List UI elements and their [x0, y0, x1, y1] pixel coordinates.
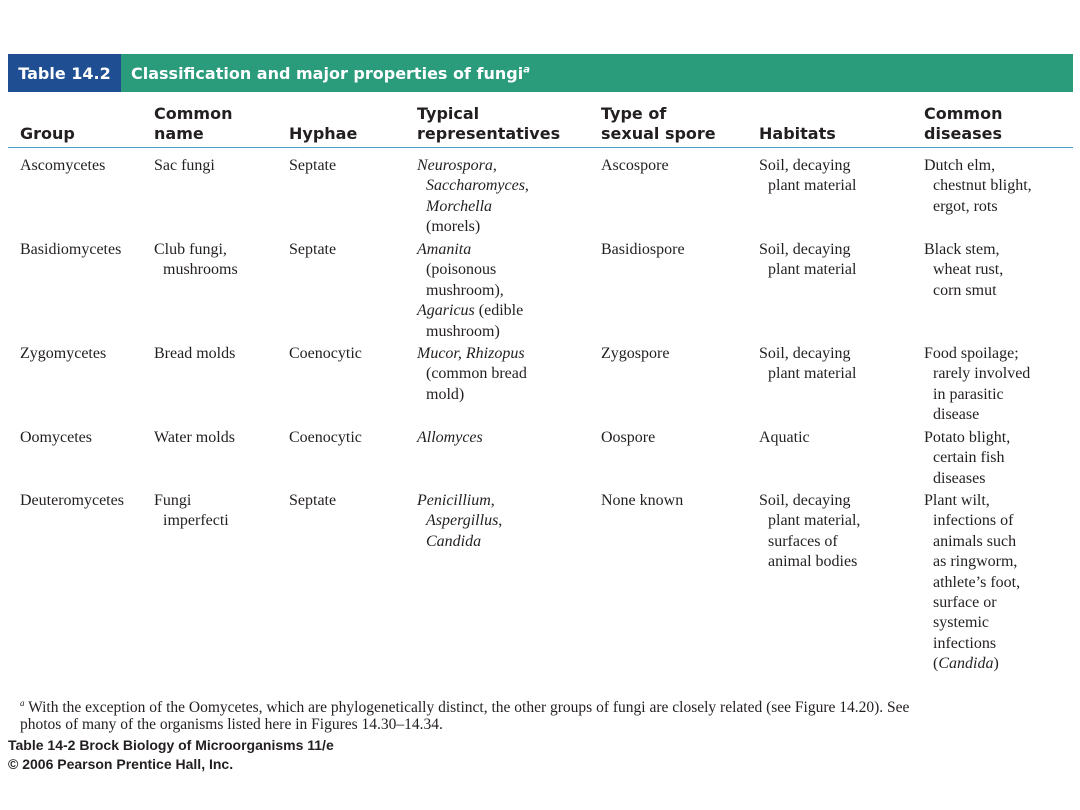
cell-line: infections: [933, 634, 997, 652]
cell-line: Septate: [289, 241, 337, 258]
cell-line: Bread molds: [154, 345, 236, 362]
cell-line: Coenocytic: [289, 345, 362, 362]
cell-line: Sac fungi: [154, 157, 215, 174]
table-cell: [759, 491, 919, 573]
table-cell: [601, 156, 751, 176]
cell-line: Club fungi,: [154, 241, 227, 258]
italic-taxon-name: Mucor, Rhizopus: [417, 345, 525, 362]
cell-line: Basidiospore: [601, 241, 685, 258]
table-cell: [154, 156, 284, 176]
italic-taxon-name: Candida: [426, 532, 482, 550]
cell-line: diseases: [933, 469, 986, 487]
cell-line: infections of: [933, 512, 1014, 530]
cell-line: Dutch elm,: [924, 157, 996, 174]
italic-taxon-name: Agaricus: [417, 302, 475, 320]
column-header-line: representatives: [417, 124, 561, 143]
cell-line: systemic: [933, 614, 989, 632]
cell-line: [417, 532, 597, 552]
cell-line: [417, 491, 597, 511]
cell-line: Soil, decaying: [759, 492, 851, 509]
column-header: [289, 100, 414, 144]
cell-line: plant material: [768, 365, 857, 383]
column-header: [417, 100, 597, 144]
table-cell: [289, 156, 414, 176]
cell-line: Oospore: [601, 429, 656, 446]
table-cell: [601, 491, 751, 511]
cell-line: Soil, decaying: [759, 345, 851, 362]
table-cell: [154, 344, 284, 364]
cell-line: [417, 240, 597, 260]
table-cell: [20, 156, 150, 176]
cell-line: Soil, decaying: [759, 157, 851, 174]
footnote-line-2: photos of many of the organisms listed here in Figures 14.30–14.34.: [20, 716, 443, 734]
cell-line: Coenocytic: [289, 429, 362, 446]
cell-text: ,: [498, 512, 503, 530]
table-cell: [759, 156, 919, 197]
table-cell: [924, 156, 1064, 217]
table-title-footnote-marker: a: [523, 64, 530, 76]
italic-taxon-name: Neurospora: [417, 157, 493, 174]
cell-line: [417, 301, 597, 321]
table-cell: [924, 491, 1064, 675]
table-title-banner: [8, 54, 1073, 92]
table-cell: [417, 344, 597, 405]
column-header: [924, 100, 1064, 144]
column-header-line: sexual spore: [601, 124, 716, 143]
table-cell: [924, 344, 1064, 426]
cell-line: Food spoilage;: [924, 345, 1019, 362]
cell-text: ): [993, 655, 999, 673]
cell-line: (poisonous: [426, 261, 497, 279]
cell-line: in parasitic: [933, 385, 1004, 403]
table-cell: [417, 156, 597, 238]
cell-line: wheat rust,: [933, 261, 1004, 279]
credit-line-1: Table 14-2 Brock Biology of Microorganisms 11/e: [8, 737, 334, 753]
italic-taxon-name: Saccharomyces: [426, 177, 525, 195]
italic-taxon-name: Candida: [938, 655, 994, 673]
cell-line: [417, 197, 597, 217]
cell-line: mushroom),: [426, 281, 504, 299]
italic-taxon-name: Aspergillus: [426, 512, 499, 530]
table-cell: [20, 491, 150, 511]
cell-line: mushrooms: [163, 261, 238, 279]
cell-text: ,: [492, 157, 497, 174]
cell-line: mold): [426, 385, 465, 403]
italic-taxon-name: Amanita: [417, 241, 472, 258]
table-cell: [289, 344, 414, 364]
column-header-line: Common: [154, 104, 233, 123]
cell-line: athlete’s foot,: [933, 573, 1021, 591]
cell-line: plant material: [768, 177, 857, 195]
column-header-line: Habitats: [759, 124, 836, 143]
cell-text: (edible: [474, 302, 524, 320]
cell-line: Soil, decaying: [759, 241, 851, 258]
cell-line: (common bread: [426, 365, 527, 383]
cell-line: Aquatic: [759, 429, 810, 446]
italic-taxon-name: Allomyces: [417, 429, 483, 446]
cell-line: plant material,: [768, 512, 861, 530]
table-cell: [154, 240, 284, 281]
column-header: [20, 100, 150, 144]
footnote-marker: a: [20, 698, 25, 708]
table-cell: [289, 428, 414, 448]
table-cell: [759, 428, 919, 448]
cell-line: Basidiomycetes: [20, 241, 122, 258]
cell-line: surfaces of: [768, 532, 838, 550]
cell-line: [417, 344, 597, 364]
table-cell: [154, 491, 284, 532]
table-cell: [759, 344, 919, 385]
cell-line: chestnut blight,: [933, 177, 1032, 195]
cell-line: mushroom): [426, 322, 500, 340]
cell-text: ,: [524, 177, 529, 195]
table-cell: [20, 428, 150, 448]
cell-line: certain fish: [933, 449, 1005, 467]
italic-taxon-name: Morchella: [426, 197, 493, 215]
cell-line: imperfecti: [163, 512, 229, 530]
table-cell: [417, 428, 597, 448]
table-cell: [601, 428, 751, 448]
column-header-line: Type of: [601, 104, 667, 123]
cell-line: Plant wilt,: [924, 492, 990, 509]
column-header: [601, 100, 751, 144]
column-header: [759, 100, 919, 144]
cell-line: disease: [933, 406, 980, 424]
table-cell: [601, 240, 751, 260]
cell-line: Deuteromycetes: [20, 492, 124, 509]
cell-line: animal bodies: [768, 553, 858, 571]
cell-line: Potato blight,: [924, 429, 1011, 446]
table-cell: [417, 491, 597, 552]
cell-line: Zygomycetes: [20, 345, 107, 362]
table-cell: [924, 240, 1064, 301]
cell-line: Ascospore: [601, 157, 669, 174]
cell-text: ,: [490, 492, 495, 509]
footnote-line-1: With the exception of the Oomycetes, which are phylogenetically distinct, the other groups of fungi are closely related (see Figure 14.20). See: [28, 699, 910, 717]
column-header-line: Typical: [417, 104, 480, 123]
header-divider: [8, 147, 1073, 148]
cell-line: corn smut: [933, 281, 997, 299]
cell-line: Oomycetes: [20, 429, 92, 446]
table-cell: [20, 240, 150, 260]
column-header-line: diseases: [924, 124, 1003, 143]
cell-line: rarely involved: [933, 365, 1031, 383]
footnote: [20, 695, 1060, 733]
table-number: Table 14.2: [8, 54, 121, 92]
table-title-text: Classification and major properties of fungi: [131, 63, 524, 83]
cell-line: Water molds: [154, 429, 235, 446]
table-cell: [759, 240, 919, 281]
column-header: [154, 100, 284, 144]
italic-taxon-name: Penicillium: [417, 492, 491, 509]
cell-line: ergot, rots: [933, 197, 998, 215]
cell-line: [417, 511, 597, 531]
cell-line: Ascomycetes: [20, 157, 106, 174]
cell-line: None known: [601, 492, 684, 509]
cell-text: (: [933, 655, 939, 673]
credit-line-2: © 2006 Pearson Prentice Hall, Inc.: [8, 756, 234, 772]
table-cell: [289, 240, 414, 260]
cell-line: Septate: [289, 492, 337, 509]
table-cell: [20, 344, 150, 364]
cell-line: Septate: [289, 157, 337, 174]
cell-line: surface or: [933, 594, 997, 612]
cell-line: [417, 428, 597, 448]
table-title: [121, 64, 530, 83]
table-cell: [154, 428, 284, 448]
cell-line: Zygospore: [601, 345, 670, 362]
table-cell: [601, 344, 751, 364]
cell-line: Black stem,: [924, 241, 1000, 258]
column-header-line: Common: [924, 104, 1003, 123]
table-cell: [417, 240, 597, 342]
cell-line: [417, 156, 597, 176]
table-cell: [924, 428, 1064, 489]
column-header-line: Group: [20, 124, 75, 143]
cell-line: [924, 654, 1064, 674]
cell-line: animals such: [933, 532, 1017, 550]
column-header-line: name: [154, 124, 204, 143]
cell-line: as ringworm,: [933, 553, 1018, 571]
cell-line: (morels): [426, 218, 481, 236]
cell-line: Fungi: [154, 492, 192, 509]
cell-line: [417, 176, 597, 196]
cell-line: plant material: [768, 261, 857, 279]
table-cell: [289, 491, 414, 511]
column-header-line: Hyphae: [289, 124, 358, 143]
